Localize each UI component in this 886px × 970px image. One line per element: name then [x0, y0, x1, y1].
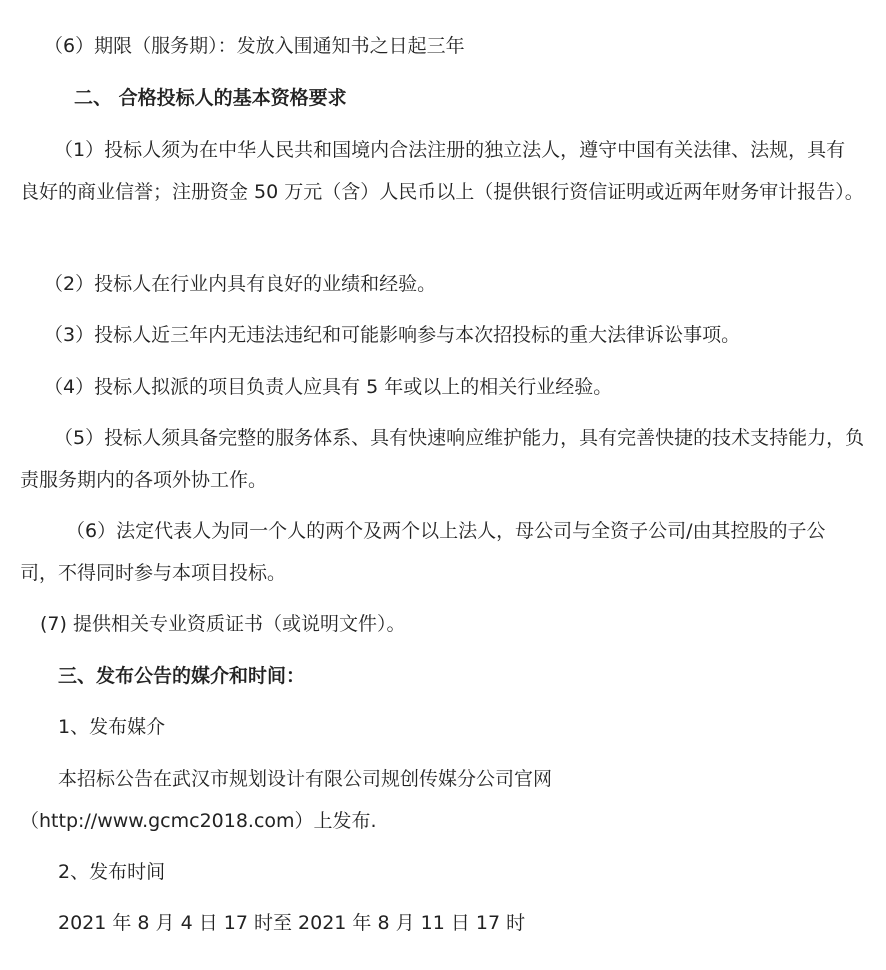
publication-time: 2021 年 8 月 4 日 17 时至 2021 年 8 月 11 日 17 时 [58, 912, 526, 934]
section-heading-qualifications: 二、 合格投标人的基本资格要求 [74, 87, 347, 109]
requirement-1: （1）投标人须为在中华人民共和国境内合法注册的独立法人，遵守中国有关法律、法规，具有良好的商业信誉；注册资金 50 万元（含）人民币以上（提供银行资信证明或近两年财务审计报告）。 [20, 139, 864, 203]
media-paragraph: 本招标公告在武汉市规划设计有限公司规创传媒分公司官网（http://www.gcmc2018.com）上发布. [20, 768, 553, 832]
subheading-time: 2、发布时间 [58, 861, 166, 883]
section-heading-publication: 三、发布公告的媒介和时间： [58, 665, 306, 687]
requirement-6: （6）法定代表人为同一个人的两个及两个以上法人，母公司与全资子公司/由其控股的子公司，不得同时参与本项目投标。 [20, 520, 826, 584]
requirement-3: （3）投标人近三年内无违法违纪和可能影响参与本次招投标的重大法律诉讼事项。 [44, 324, 741, 346]
requirement-2: （2）投标人在行业内具有良好的业绩和经验。 [44, 273, 437, 295]
requirement-4: （4）投标人拟派的项目负责人应具有 5 年或以上的相关行业经验。 [44, 376, 613, 398]
requirement-5: （5）投标人须具备完整的服务体系、具有快速响应维护能力，具有完善快捷的技术支持能力，负责服务期内的各项外协工作。 [20, 427, 865, 491]
term-line: （6）期限（服务期）：发放入围通知书之日起三年 [44, 35, 465, 57]
subheading-media: 1、发布媒介 [58, 716, 166, 738]
requirement-7: (7) 提供相关专业资质证书（或说明文件）。 [40, 613, 406, 635]
